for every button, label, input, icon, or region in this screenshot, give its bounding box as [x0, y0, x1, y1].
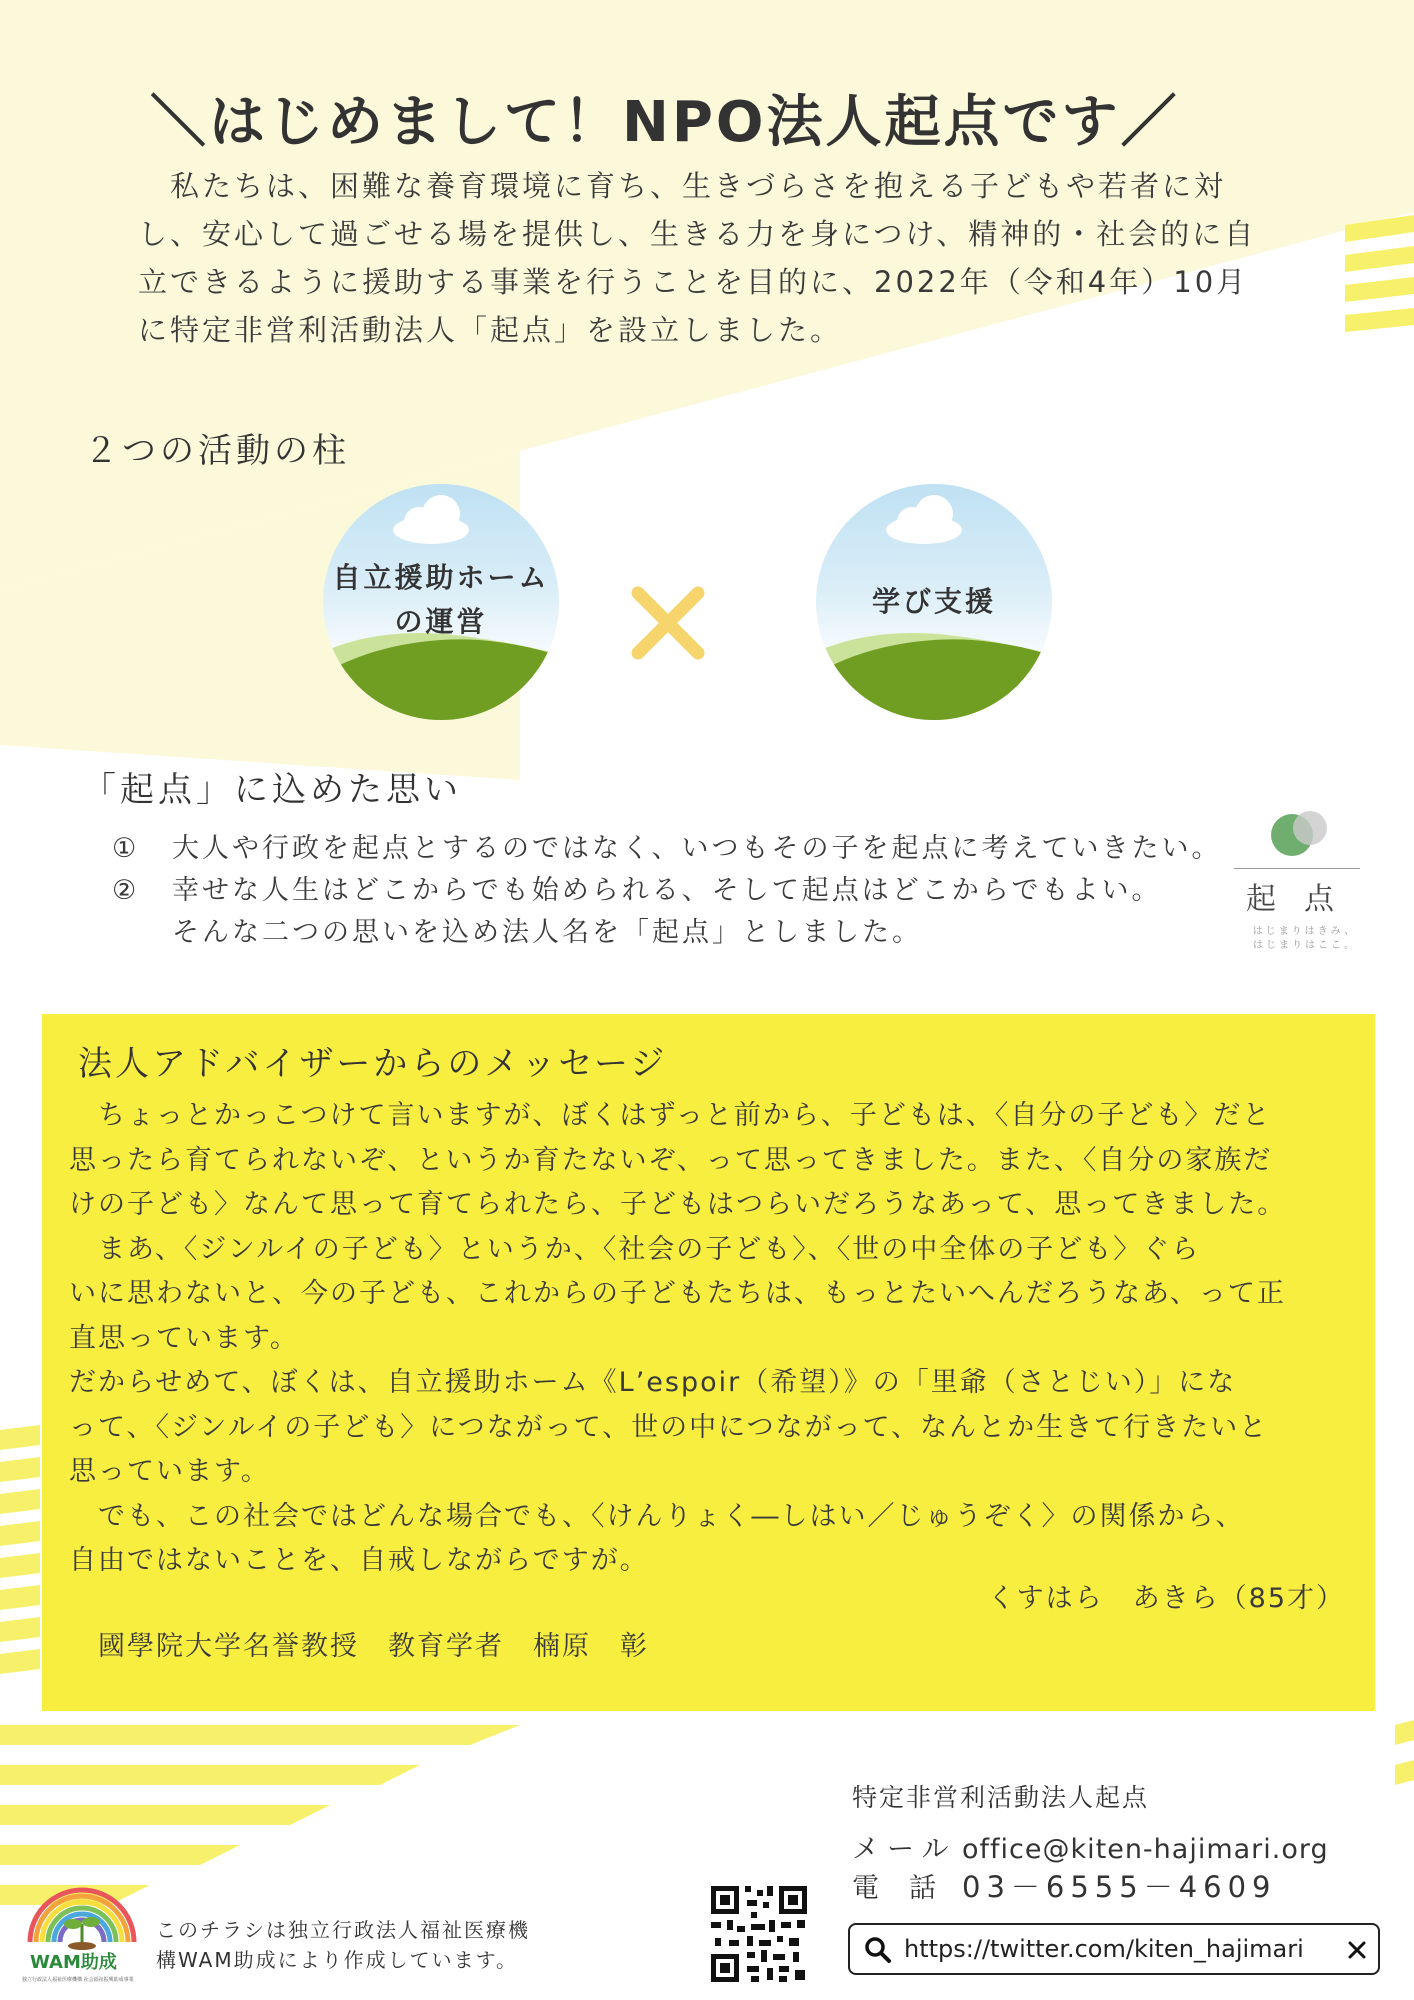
search-icon	[864, 1936, 892, 1964]
cloud-icon	[393, 495, 469, 544]
message-line: 自由ではないことを、自戒しながらですが。	[69, 1545, 649, 1576]
kiten-logo	[1230, 808, 1370, 958]
wam-subtitle: 独立行政法人福祉医療機構 社会福祉振興助成事業	[22, 1977, 134, 1983]
message-line: ちょっとかっこつけて言いますが、ぼくはずっと前から、子どもは、〈自分の子ども〉だと	[69, 1100, 1272, 1131]
message-line: って、〈ジンルイの子ども〉につながって、世の中につながって、なんとか生きて行きたいと	[69, 1411, 1269, 1443]
logo-name: 起点	[1246, 882, 1362, 917]
message-line: 思っています。	[69, 1456, 270, 1487]
item-text: 幸せな人生はどこからでも始められる、そして起点はどこからでもよい。	[172, 875, 1162, 906]
item-text: 大人や行政を起点とするのではなく、いつもその子を起点に考えていきたい。	[172, 833, 1222, 864]
message-signature: くすはら あきら（85才）	[987, 1583, 1345, 1614]
item-number: ②	[112, 875, 140, 906]
wam-logo	[22, 1882, 142, 1992]
mail-link[interactable]: office@kiten-hajimari.org	[962, 1834, 1329, 1865]
message-line: まあ、〈ジンルイの子ども〉というか、〈社会の子ども〉、〈世の中全体の子ども〉ぐら	[69, 1233, 1201, 1265]
cloud-icon	[886, 495, 962, 544]
mail-label: メール	[852, 1834, 957, 1865]
list-item	[112, 870, 1232, 912]
item-number: ①	[112, 833, 140, 864]
message-line: だからせめて、ぼくは、自立援助ホーム《L’espoir（希望）》の「里爺（さとじい）」にな	[69, 1367, 1237, 1398]
intro-line: 私たちは、困難な養育環境に育ち、生きづらさを抱える子どもや若者に対	[138, 169, 1227, 203]
pillar-self-reliance-home	[323, 484, 559, 720]
intro-line: に特定非営利活動法人「起点」を設立しました。	[138, 313, 843, 347]
footer-note	[156, 1915, 530, 1975]
mail-row	[852, 1827, 1329, 1866]
headline: ＼はじめまして！NPO法人起点です／	[150, 90, 1180, 155]
message-title: 法人アドバイザーからのメッセージ	[78, 1044, 668, 1084]
org-name: 特定非営利活動法人起点	[852, 1783, 1150, 1812]
pillar-label: の運営	[394, 605, 488, 638]
pillars-title: ２つの活動の柱	[84, 431, 350, 471]
message-line: でも、この社会ではどんな場合でも、〈けんりょく―しはい／じゅうぞく〉の関係から、	[69, 1500, 1245, 1532]
message-line: 思ったら育てられないぞ、というか育たないぞ、って思ってきました。また、〈自分の家族だ	[69, 1144, 1273, 1176]
cross-icon	[628, 583, 708, 663]
pillar-learning-support	[816, 484, 1052, 720]
phone-row	[852, 1865, 1277, 1906]
pillar-label: 学び支援	[871, 585, 996, 618]
logo-tagline: はじまりはここ。	[1253, 940, 1357, 951]
message-line: 直思っています。	[69, 1322, 299, 1354]
twitter-url[interactable]: https://twitter.com/kiten_hajimari	[904, 1935, 1304, 1963]
footer-note-line: このチラシは独立行政法人福祉医療機	[156, 1918, 530, 1942]
thoughts-list	[112, 828, 1232, 954]
message-affiliation: 國學院大学名誉教授 教育学者 楠原 彰	[98, 1631, 649, 1662]
closing-text: そんな二つの思いを込め法人名を「起点」としました。	[172, 917, 922, 948]
phone-label: 電話	[852, 1873, 966, 1904]
pillar-label: 自立援助ホーム	[332, 561, 550, 594]
close-icon[interactable]	[1348, 1941, 1366, 1959]
twitter-link-bar[interactable]	[848, 1923, 1380, 1975]
list-item	[112, 828, 1232, 870]
intro-line: 立できるように援助する事業を行うことを目的に、2022年（令和4年）10月	[138, 265, 1249, 299]
message-line: いに思わないと、今の子ども、これからの子どもたちは、もっとたいへんだろうなあ、って正	[69, 1278, 1286, 1309]
logo-tagline: はじまりはきみ、	[1252, 926, 1358, 937]
footer-note-line: 構WAM助成により作成しています。	[156, 1948, 519, 1972]
logo-circles-icon	[1266, 808, 1338, 858]
advisor-message-box	[42, 1014, 1375, 1711]
closing-line	[112, 912, 1232, 954]
qr-code-icon[interactable]	[707, 1882, 811, 1986]
message-line: けの子ども〉なんて思って育てられたら、子どもはつらいだろうなあって、思ってきました。	[69, 1189, 1287, 1220]
intro-paragraph	[138, 162, 1298, 354]
logo-divider	[1234, 868, 1360, 869]
intro-line: し、安心して過ごせる場を提供し、生きる力を身につけ、精神的・社会的に自	[138, 217, 1257, 251]
phone-number[interactable]: 03－6555－4609	[962, 1870, 1277, 1904]
bottom-right-stripes	[1395, 1720, 1414, 1785]
wam-label: WAM助成	[30, 1952, 117, 1973]
message-body	[69, 1094, 1359, 1584]
thoughts-title: 「起点」に込めた思い	[82, 770, 462, 810]
